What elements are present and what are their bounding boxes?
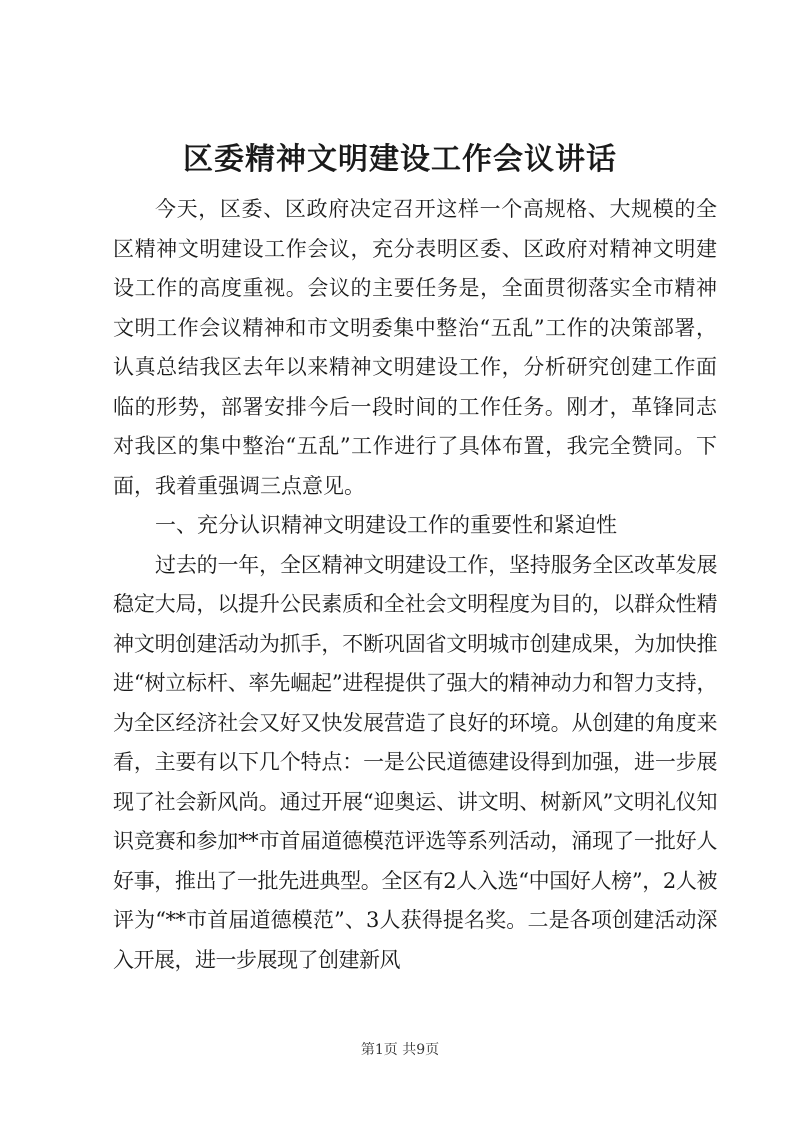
paragraph-intro: 今天，区委、区政府决定召开这样一个高规格、大规模的全区精神文明建设工作会议，充分表明区委、区政府对精神文明建设工作的高度重视。会议的主要任务是，全面贯彻落实全市精神文明工作会议精神和市文明委集中整治“五乱”工作的决策部署，认真总结我区去年以来精神文明建设工作，分析研究创建工作面临的形势，部署安排今后一段时间的工作任务。刚才，革锋同志对我区的集中整治“五乱”工作进行了具体布置，我完全赞同。下面，我着重强调三点意见。	[113, 197, 717, 498]
section-heading-1: 一、充分认识精神文明建设工作的重要性和紧迫性	[155, 513, 617, 537]
document-title: 区委精神文明建设工作会议讲话	[183, 142, 617, 177]
paragraph-review: 过去的一年，全区精神文明建设工作，坚持服务全区改革发展稳定大局，以提升公民素质和全社会文明程度为目的，以群众性精神文明创建活动为抓手，不断巩固省文明城市创建成果，为加快推进“树立标杆、率先崛起”进程提供了强大的精神动力和智力支持，为全区经济社会又好又快发展营造了良好的环境。从创建的角度来看，主要有以下几个特点：一是公民道德建设得到加强，进一步展现了社会新风尚。通过开展“迎奥运、讲文明、树新风”文明礼仪知识竞赛和参加**市首届道德模范评选等系列活动，涌现了一批好人好事，推出了一批先进典型。全区有2人入选“中国好人榜”，2人被评为“**市首届道德模范”、3人获得提名奖。二是各项创建活动深入开展，进一步展现了创建新风	[113, 552, 717, 972]
page-number-footer: 第1页 共9页	[360, 1042, 440, 1058]
document-body	[113, 190, 717, 980]
